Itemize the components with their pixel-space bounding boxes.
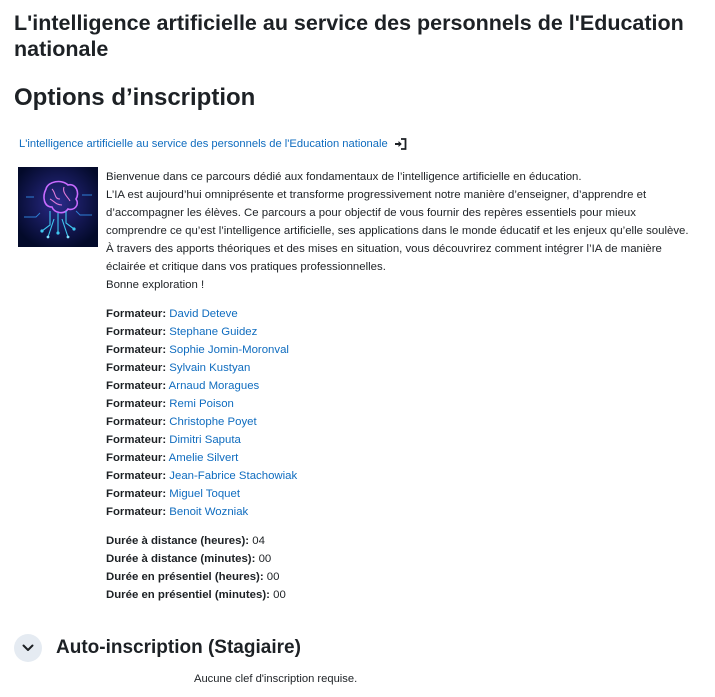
teacher-item (106, 395, 606, 413)
enrol-section-title: Auto-inscription (Stagiaire) (56, 637, 301, 658)
teacher-link[interactable]: Amelie Silvert (168, 452, 239, 464)
duration-value: 00 (266, 571, 280, 583)
collapse-section-button[interactable] (14, 634, 42, 662)
teacher-label: Formateur: (106, 488, 167, 500)
course-custom-fields (106, 532, 606, 604)
teacher-link[interactable]: Stephane Guidez (169, 326, 258, 338)
page-title: Options d’inscription (14, 84, 256, 111)
teacher-link[interactable]: Arnaud Moragues (168, 380, 260, 392)
teacher-link[interactable]: Miguel Toquet (169, 488, 241, 500)
teacher-link[interactable]: Sylvain Kustyan (169, 362, 251, 374)
teacher-item (106, 467, 606, 485)
duration-item (106, 550, 606, 568)
teacher-label: Formateur: (106, 416, 167, 428)
duration-value: 04 (252, 535, 265, 547)
summary-intro: Bienvenue dans ce parcours dédié aux fondamentaux de l’intelligence artificielle en éducation. (106, 171, 582, 183)
teacher-item (106, 431, 606, 449)
course-title: L'intelligence artificielle au service des personnels de l'Education nationale (14, 11, 684, 61)
teacher-label: Formateur: (106, 452, 167, 464)
teacher-label: Formateur: (106, 470, 167, 482)
duration-label: Durée à distance (minutes): (106, 553, 256, 565)
duration-value: 00 (258, 553, 272, 565)
duration-label: Durée en présentiel (heures): (106, 571, 264, 583)
summary-paragraph: L’IA est aujourd’hui omniprésente et transforme progressivement notre manière d’enseigner, d’apprendre et d’accompagner les élèves. Ce parcours a pour objectif de vous fournir des repères essentiels pour mieux comprendre ce qu’est l’intelligence artificielle, ses applications dans le monde éducatif et les enjeux qu’elle soulève. À travers des apports théoriques et des mises en situation, vous découvrirez comment intégrer l’IA de manière éclairée et critique dans vos pratiques professionnelles. (106, 189, 689, 273)
teacher-link[interactable]: Christophe Poyet (169, 416, 257, 428)
teacher-label: Formateur: (106, 398, 167, 410)
teacher-item (106, 413, 606, 431)
teacher-label: Formateur: (106, 434, 167, 446)
enter-icon[interactable] (394, 138, 407, 150)
teacher-link[interactable]: Dimitri Saputa (169, 434, 241, 446)
teacher-link[interactable]: Jean-Fabrice Stachowiak (169, 470, 298, 482)
teacher-item (106, 341, 606, 359)
summary-closing: Bonne exploration ! (106, 279, 205, 291)
chevron-down-icon (22, 644, 34, 652)
teacher-item (106, 377, 606, 395)
course-link-row (19, 137, 407, 151)
teacher-label: Formateur: (106, 344, 167, 356)
teacher-item (106, 503, 606, 521)
teacher-label: Formateur: (106, 308, 167, 320)
duration-value: 00 (273, 589, 286, 601)
teacher-link[interactable]: David Deteve (169, 308, 238, 320)
teacher-link[interactable]: Sophie Jomin-Moronval (169, 344, 289, 356)
teacher-item (106, 323, 606, 341)
teacher-label: Formateur: (106, 326, 167, 338)
duration-item (106, 586, 606, 604)
course-link[interactable]: L'intelligence artificielle au service des personnels de l'Education nationale (19, 138, 388, 150)
teacher-link[interactable]: Benoit Wozniak (169, 506, 249, 518)
no-enrolment-key-notice: Aucune clef d'inscription requise. (194, 673, 358, 685)
duration-item (106, 532, 606, 550)
teacher-label: Formateur: (106, 380, 167, 392)
teacher-item (106, 485, 606, 503)
duration-item (106, 568, 606, 586)
teacher-item (106, 305, 606, 323)
course-image (18, 167, 98, 247)
duration-label: Durée à distance (heures): (106, 535, 250, 547)
course-summary (106, 168, 696, 294)
teacher-label: Formateur: (106, 506, 167, 518)
teacher-label: Formateur: (106, 362, 167, 374)
teacher-item (106, 359, 606, 377)
duration-label: Durée en présentiel (minutes): (106, 589, 270, 601)
teacher-item (106, 449, 606, 467)
teacher-link[interactable]: Remi Poison (169, 398, 234, 410)
teacher-list (106, 305, 606, 521)
